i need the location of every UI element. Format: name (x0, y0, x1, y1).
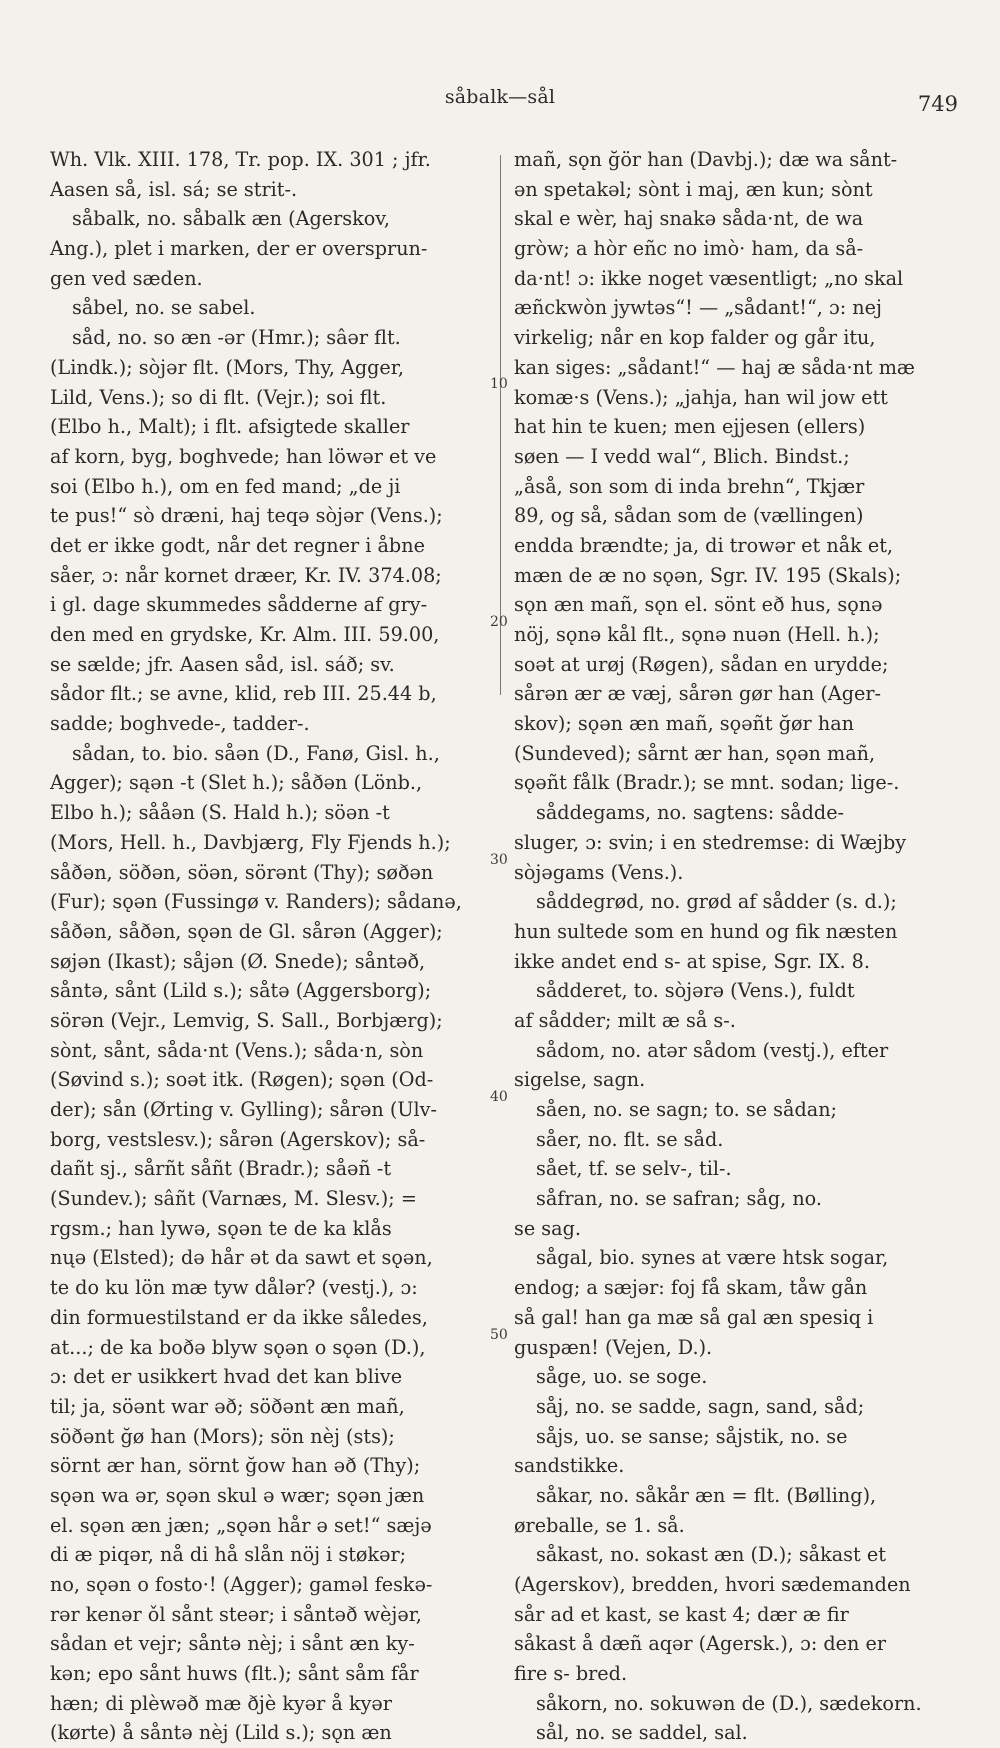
text-line: sågal, bio. synes at være htsk sogar, (536, 1246, 889, 1270)
text-line: di æ piqər, nå di hå slån nöj i støkər; (50, 1543, 407, 1567)
text-line: af korn, byg, boghvede; han löwər et ve (50, 444, 437, 468)
text-line: såbalk, no. såbalk æn (Agerskov, (72, 207, 390, 231)
text-line: rər kenər ǒl sånt steər; i såntəð wèjər, (50, 1602, 422, 1626)
text-line: Wh. Vlk. XIII. 178, Tr. pop. IX. 301 ; jfr. (50, 148, 431, 171)
text-line: gròw; a hòr eñc no imò· ham, da så- (514, 237, 864, 261)
text-line: hæn; di plèwəð mæ ðjè kyər å kyər (50, 1691, 392, 1715)
text-line: nöj, sǫnə kål flt., sǫnə nuən (Hell. h.); (514, 623, 880, 646)
text-line: no, sǫən o fosto·! (Agger); gaməl feskə- (50, 1573, 433, 1596)
text-line: såd, no. so æn -ər (Hmr.); sâər flt. (72, 326, 401, 350)
text-line: el. sǫən æn jæn; „sǫən hår ə set!“ sæjə (50, 1513, 432, 1537)
text-line: at...; de ka boðə blyw sǫən o sǫən (D.), (50, 1335, 426, 1359)
text-line: såfran, no. se safran; såg, no. (536, 1187, 822, 1211)
text-line: hat hin te kuen; men ejjesen (ellers) (514, 415, 866, 439)
text-line: til; ja, söənt war əð; söðənt æn mañ, (50, 1394, 405, 1418)
text-line: (Fur); sǫən (Fussingø v. Randers); sådanə, (50, 890, 462, 914)
text-line: virkelig; når en kop falder og går itu, (514, 326, 876, 350)
running-head: såbalk—sål (444, 86, 556, 108)
text-line: soi (Elbo h.), om en fed mand; „de ji (50, 474, 401, 498)
text-line: så gal! han ga mæ så gal æn spesiq i (514, 1305, 874, 1329)
text-line: sådan et vejr; såntə nèj; i sånt æn ky- (50, 1632, 415, 1656)
text-line: nųə (Elsted); də hår ət da sawt et sǫən, (50, 1246, 433, 1270)
line-number-20: 20 (490, 614, 508, 630)
text-line: såen, no. se sagn; to. se sådan; (536, 1098, 838, 1121)
text-line: „åså, son som di inda brehn“, Tkjær (514, 474, 865, 498)
text-line: endda brændte; ja, di trowər et nåk et, (514, 533, 894, 557)
text-line: kan siges: „sådant!“ — haj æ såda·nt mæ (514, 355, 915, 379)
text-line: sònt, sånt, såda·nt (Vens.); såda·n, sòn (50, 1038, 424, 1062)
text-line: ɔ: det er usikkert hvad det kan blive (50, 1365, 403, 1389)
left-column (50, 145, 492, 1748)
text-line: (Mors, Hell. h., Davbjærg, Fly Fjends h.); (50, 830, 451, 854)
line-number-40: 40 (490, 1089, 508, 1105)
text-line: såj, no. se sadde, sagn, sand, såd; (536, 1394, 865, 1418)
text-line: såðən, söðən, söən, sörənt (Thy); søðən (50, 860, 434, 884)
text-line: sandstikke. (514, 1454, 625, 1478)
text-line: soət at urøj (Røgen), sådan en urydde; (514, 652, 889, 676)
text-line: den med en grydske, Kr. Alm. III. 59.00, (50, 623, 440, 646)
text-line: borg, vestslesv.); sårən (Agerskov); så- (50, 1127, 426, 1151)
text-line: (Agerskov), bredden, hvori sædemanden (514, 1573, 911, 1596)
text-line: ikke andet end s- at spise, Sgr. IX. 8. (514, 949, 870, 973)
text-line: rgsm.; han lywə, sǫən te de ka klås (50, 1216, 392, 1240)
text-line: sål, no. se saddel, sal. (536, 1721, 748, 1745)
text-line: øreballe, se 1. så. (514, 1513, 685, 1537)
text-line: sået, tf. se selv-, til-. (536, 1157, 732, 1181)
text-line: söðənt ğø han (Mors); sön nèj (sts); (50, 1424, 395, 1448)
text-line: Lild, Vens.); so di flt. (Vejr.); soi flt. (50, 385, 387, 409)
text-line: sǫəñt fålk (Bradr.); se mnt. sodan; lige-. (514, 771, 900, 795)
text-line: sǫən wa ər, sǫən skul ə wær; sǫən jæn (50, 1483, 425, 1507)
text-line: søen — I vedd wal“, Blich. Bindst.; (514, 444, 850, 468)
text-line: te pus!“ sò dræni, haj teqə sòjər (Vens.); (50, 504, 443, 528)
text-line: af sådder; milt æ så s-. (514, 1008, 736, 1032)
text-line: Agger); sąən -t (Slet h.); såðən (Lönb., (50, 771, 423, 795)
text-line: sörnt ær han, sörnt ğow han əð (Thy); (50, 1454, 421, 1478)
line-number-50: 50 (490, 1327, 508, 1343)
text-line: såjs, uo. se sanse; såjstik, no. se (536, 1424, 848, 1448)
text-line: (Søvind s.); soət itk. (Røgen); sǫən (Od- (50, 1068, 434, 1092)
text-line: Aasen så, isl. sá; se strit-. (50, 177, 298, 201)
text-line: sårən ær æ væj, sårən gør han (Ager- (514, 682, 881, 706)
text-line: sådderet, to. sòjərə (Vens.), fuldt (536, 979, 855, 1003)
text-line: såkorn, no. sokuwən de (D.), sædekorn. (536, 1691, 922, 1715)
text-line: sår ad et kast, se kast 4; dær æ fir (514, 1602, 849, 1626)
text-line: sòjəgams (Vens.). (514, 860, 684, 884)
text-line: se sælde; jfr. Aasen såd, isl. sáð; sv. (50, 652, 395, 676)
text-line: søjən (Ikast); såjən (Ø. Snede); såntəð, (50, 949, 426, 973)
text-line: 89, og så, sådan som de (vællingen) (514, 504, 864, 528)
text-line: guspæn! (Vejen, D.). (514, 1335, 713, 1359)
text-line: såkast, no. sokast æn (D.); såkast et (536, 1543, 886, 1567)
text-line: mæn de æ no sǫən, Sgr. IV. 195 (Skals); (514, 563, 902, 587)
text-line: der); sån (Ørting v. Gylling); sårən (Ulv- (50, 1098, 437, 1121)
text-line: skal e wèr, haj snakə såda·nt, de wa (514, 207, 864, 231)
text-line: ən spetakəl; sònt i maj, æn kun; sònt (514, 177, 873, 201)
text-line: dañt sj., sårñt såñt (Bradr.); såəñ -t (50, 1157, 392, 1181)
line-number-10: 10 (490, 376, 508, 392)
line-number-30: 30 (490, 852, 508, 868)
text-line: sadde; boghvede-, tadder-. (50, 712, 310, 736)
text-line: din formuestilstand er da ikke således, (50, 1305, 428, 1329)
text-line: fire s- bred. (514, 1662, 628, 1686)
text-line: såddegams, no. sagtens: sådde- (536, 801, 845, 825)
text-line: sǫn æn mañ, sǫn el. sönt eð hus, sǫnə (514, 593, 883, 617)
text-line: sådom, no. atər sådom (vestj.), efter (536, 1038, 889, 1062)
text-line: sluger, ɔ: svin; i en stedremse: di Wæjby (514, 830, 907, 854)
text-line: såntə, sånt (Lild s.); såtə (Aggersborg); (50, 979, 432, 1003)
text-line: såer, no. flt. se såd. (536, 1127, 724, 1151)
text-line: te do ku lön mæ tyw dålər? (vestj.), ɔ: (50, 1276, 418, 1300)
text-line: såddegrød, no. grød af sådder (s. d.); (536, 890, 897, 914)
text-line: (kørte) å såntə nèj (Lild s.); sǫn æn (50, 1721, 392, 1745)
right-column (514, 145, 956, 1748)
text-line: såkast å dæñ aqər (Agersk.), ɔ: den er (514, 1632, 887, 1656)
text-line: sådor flt.; se avne, klid, reb III. 25.44 b, (50, 682, 437, 706)
text-line: såge, uo. se soge. (536, 1365, 708, 1389)
text-line: hun sultede som en hund og fik næsten (514, 919, 898, 943)
text-line: Elbo h.); sååən (S. Hald h.); söən -t (50, 801, 390, 825)
text-line: såkar, no. såkår æn = flt. (Bølling), (536, 1483, 877, 1507)
text-line: (Sundeved); sårnt ær han, sǫən mañ, (514, 741, 876, 765)
text-line: (Lindk.); sòjər flt. (Mors, Thy, Agger, (50, 355, 404, 379)
text-line: sådan, to. bio. såən (D., Fanø, Gisl. h., (72, 741, 440, 765)
page-number: 749 (917, 92, 958, 116)
text-line: det er ikke godt, når det regner i åbne (50, 533, 425, 557)
text-line: se sag. (514, 1216, 581, 1240)
text-line: mañ, sǫn ğör han (Davbj.); dæ wa sånt- (514, 148, 898, 171)
text-line: sigelse, sagn. (514, 1068, 646, 1092)
text-line: skov); sǫən æn mañ, sǫəñt ğør han (514, 712, 854, 736)
text-line: gen ved sæden. (50, 266, 203, 290)
text-line: Ang.), plet i marken, der er oversprun- (50, 237, 428, 261)
text-line: komæ·s (Vens.); „jahja, han wil jow ett (514, 385, 888, 409)
text-line: såðən, såðən, sǫən de Gl. sårən (Agger); (50, 919, 443, 943)
text-line: sörən (Vejr., Lemvig, S. Sall., Borbjærg); (50, 1008, 443, 1032)
text-line: såbel, no. se sabel. (72, 296, 256, 320)
text-line: æñckwòn jywtəs“! — „sådant!“, ɔ: nej (514, 296, 882, 320)
text-line: såer, ɔ: når kornet dræer, Kr. IV. 374.08; (50, 563, 442, 587)
text-line: endog; a sæjər: foj få skam, tåw gån (514, 1276, 868, 1300)
text-line: kən; epo sånt huws (flt.); sånt såm får (50, 1662, 419, 1686)
text-line: (Sundev.); sâñt (Varnæs, M. Slesv.); = (50, 1187, 417, 1211)
text-line: i gl. dage skummedes sådderne af gry- (50, 593, 428, 617)
text-line: da·nt! ɔ: ikke noget væsentligt; „no skal (514, 266, 904, 290)
text-line: (Elbo h., Malt); i flt. afsigtede skaller (50, 415, 410, 439)
